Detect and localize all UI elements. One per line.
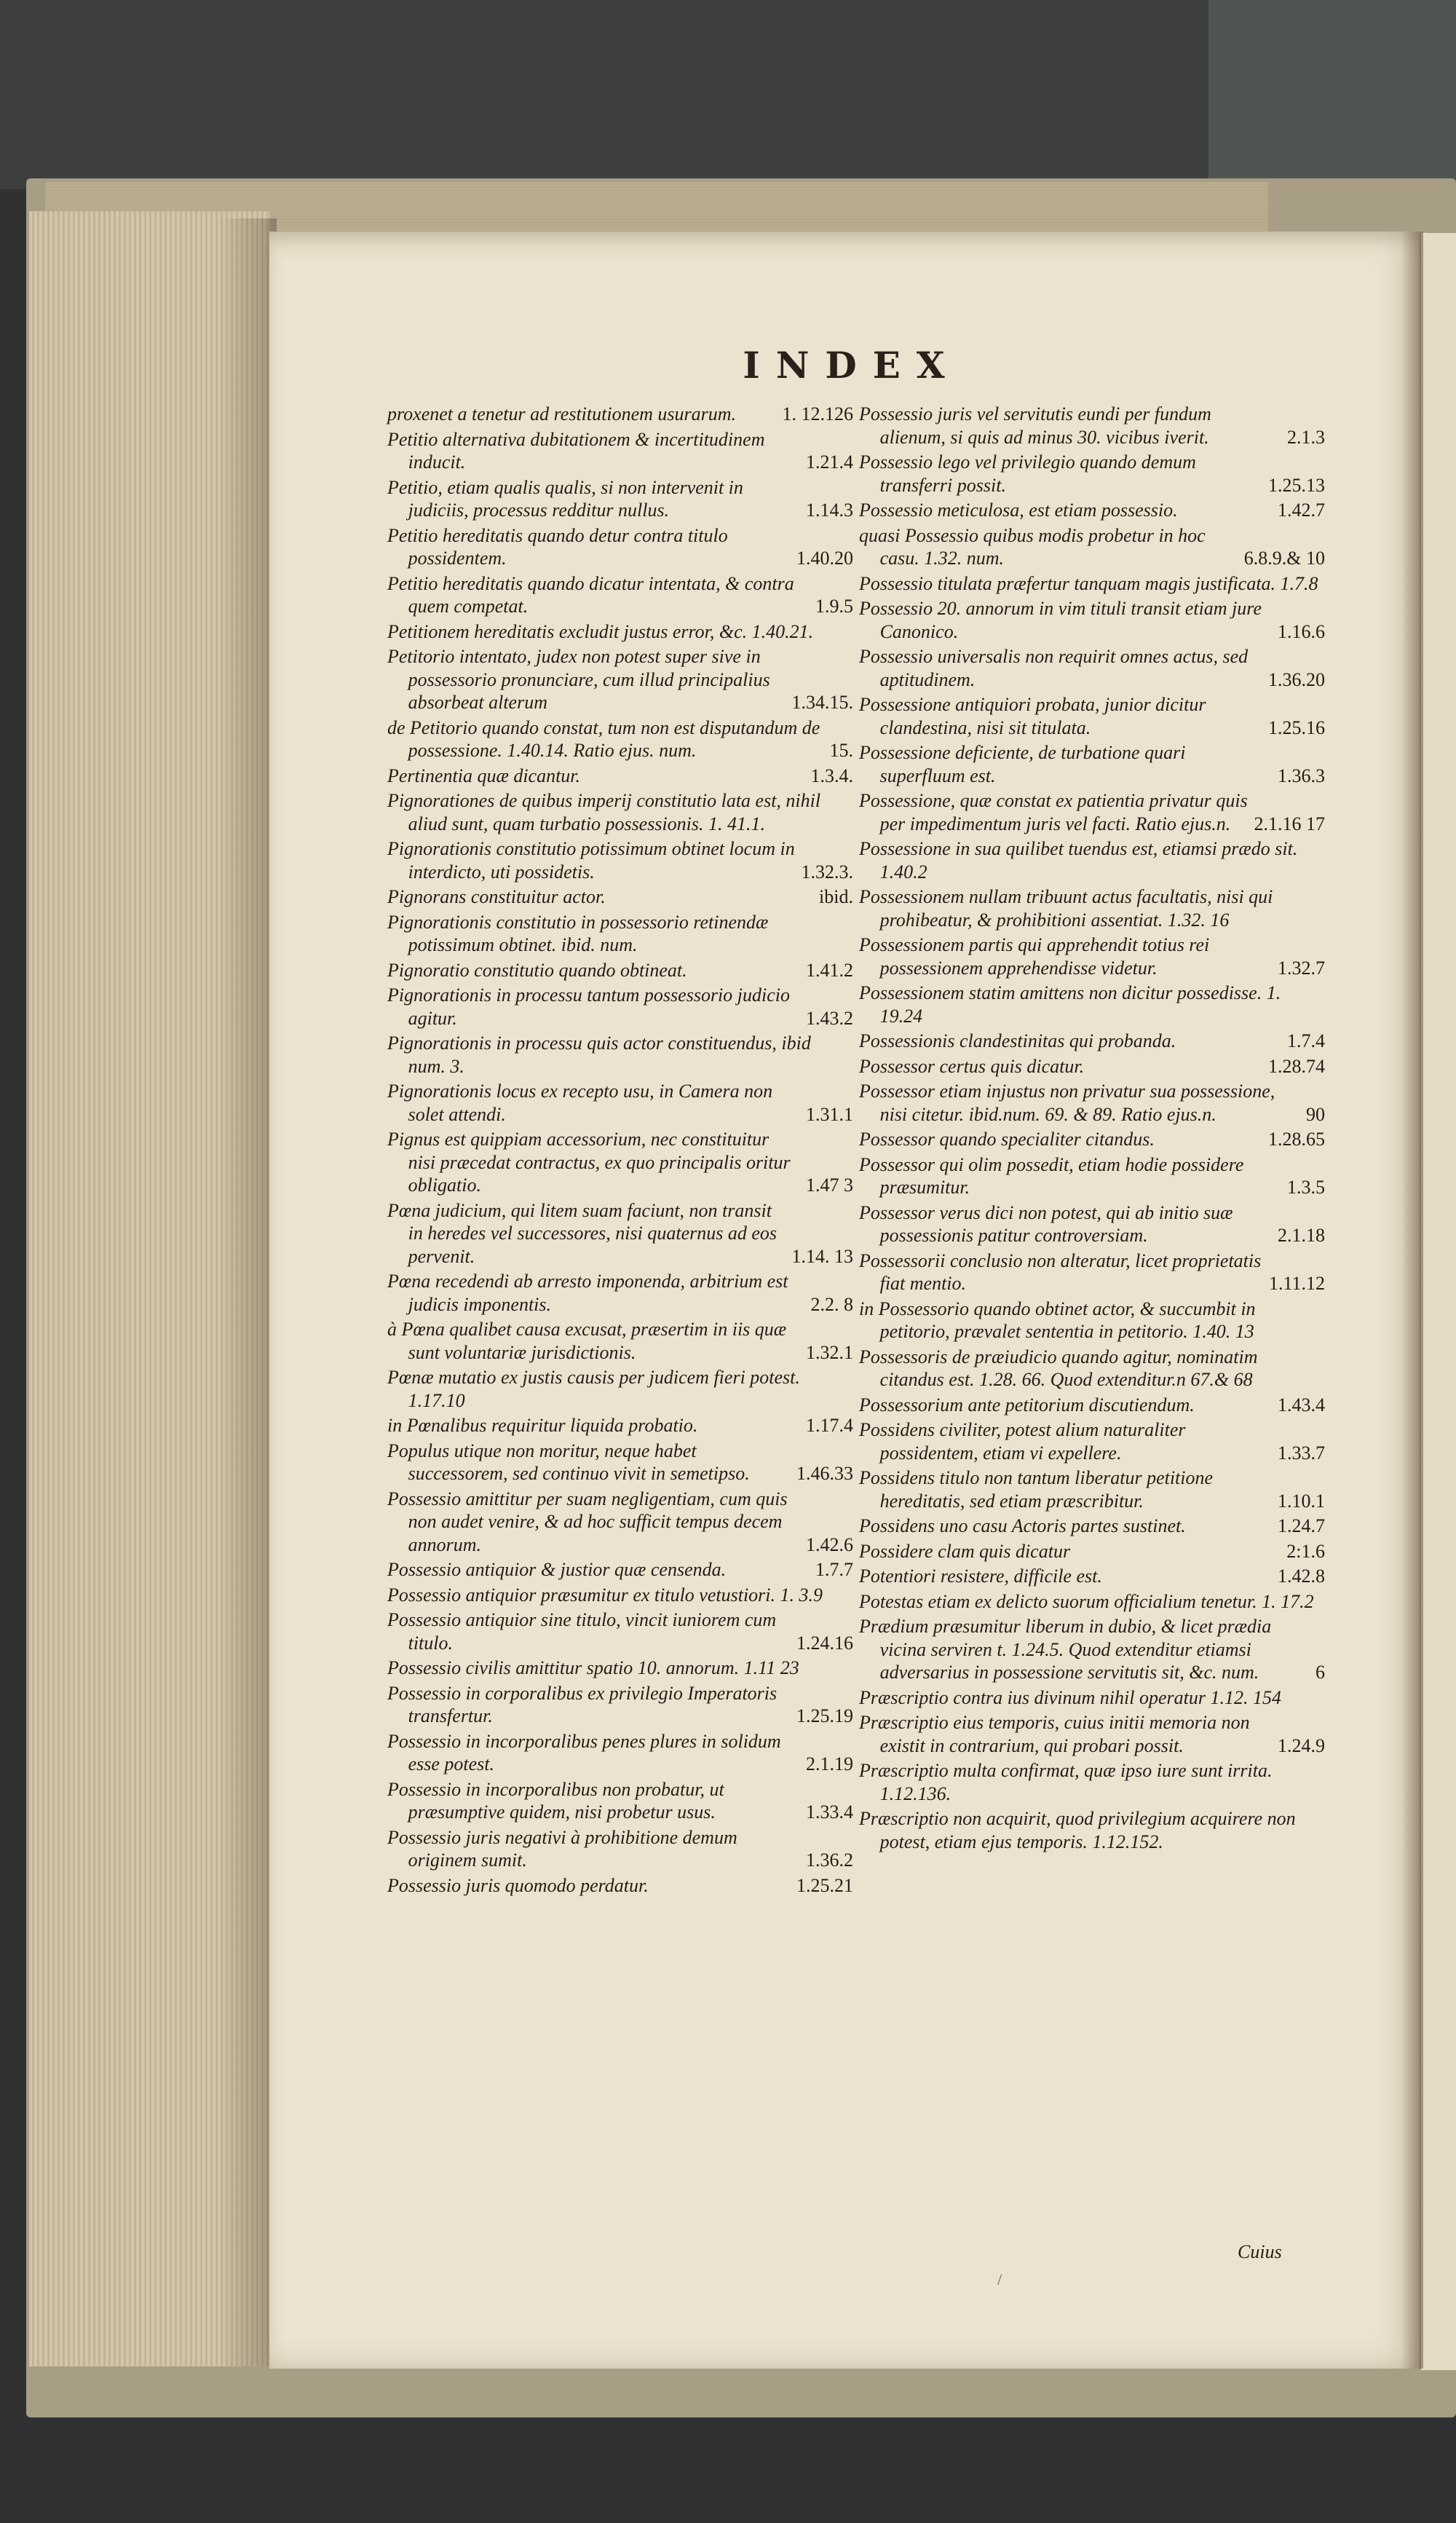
index-entry-reference: 1.36.3 bbox=[1278, 765, 1325, 786]
index-entry-text: Possessor quando specialiter citandus. bbox=[859, 1129, 1155, 1150]
index-entry bbox=[387, 984, 853, 1030]
index-entry-reference: 1.16.6 bbox=[1278, 620, 1325, 642]
index-entry bbox=[859, 693, 1325, 739]
index-entry-reference: 2.1.19 bbox=[806, 1753, 853, 1774]
index-entry bbox=[387, 1874, 853, 1898]
index-entry-text: de Petitorio quando constat, tum non est disputandum de possessione. 1.40.14. Ratio ejus. num. bbox=[387, 716, 820, 761]
index-entry-text: Pignorationis constitutio potissimum obtinet locum in interdicto, uti possidetis. bbox=[387, 838, 795, 883]
index-entry bbox=[859, 597, 1325, 643]
index-entry-reference: 1.33.4 bbox=[806, 1801, 853, 1823]
index-entry-text: Possidere clam quis dicatur bbox=[859, 1540, 1071, 1562]
index-entry bbox=[387, 1488, 853, 1557]
index-entry bbox=[859, 1030, 1325, 1053]
index-entry-text: in Possessorio quando obtinet actor, & succumbit in petitorio, prævalet sententia in petitorio. 1.40. 13 bbox=[859, 1298, 1256, 1342]
page-mark: / bbox=[997, 2270, 1002, 2289]
index-entry bbox=[859, 645, 1325, 691]
index-entry bbox=[859, 1080, 1325, 1126]
index-entry-reference: 1.7.7 bbox=[815, 1559, 853, 1580]
index-entry-text: Possessio titulata præfertur tanquam magis justificata. 1.7.8 bbox=[859, 572, 1318, 594]
index-entry-reference: 1.24.16 bbox=[796, 1632, 853, 1654]
index-entry-reference: 1.7.4 bbox=[1287, 1030, 1325, 1051]
index-entry bbox=[859, 1249, 1325, 1295]
index-entry-reference: 1.25.19 bbox=[796, 1705, 853, 1726]
index-entry bbox=[387, 1199, 853, 1268]
index-entry-reference: 1.46.33 bbox=[796, 1463, 853, 1484]
index-entry-text: Possessionem partis qui apprehendit totius rei possessionem apprehendisse videtur. bbox=[859, 934, 1210, 979]
index-entry bbox=[859, 789, 1325, 835]
index-entry-reference: 1.24.7 bbox=[1278, 1515, 1325, 1536]
index-entry-reference: 1.36.20 bbox=[1268, 668, 1325, 690]
index-entry bbox=[859, 1759, 1325, 1805]
index-entry bbox=[859, 1540, 1325, 1563]
index-entry bbox=[387, 1608, 853, 1654]
index-entry-text: quasi Possessio quibus modis probetur in hoc casu. 1.32. num. bbox=[859, 524, 1206, 569]
index-entry-text: Possidens uno casu Actoris partes sustinet. bbox=[859, 1515, 1186, 1536]
page-title: INDEX bbox=[743, 344, 961, 387]
index-entry-text: Possessio lego vel privilegio quando demum transferri possit. bbox=[859, 451, 1196, 496]
index-entry-text: Populus utique non moritur, neque habet successorem, sed continuo vivit in semetipso. bbox=[387, 1440, 750, 1484]
index-entry bbox=[859, 403, 1325, 449]
index-entry bbox=[387, 1778, 853, 1824]
index-entry bbox=[387, 1657, 853, 1680]
index-entry-reference: 1.34.15. bbox=[791, 692, 853, 713]
index-entry-reference: 15. bbox=[829, 740, 853, 761]
index-entry-reference: 1.3.5 bbox=[1287, 1177, 1325, 1198]
index-entry-text: Possessio in incorporalibus penes plures in solidum esse potest. bbox=[387, 1730, 781, 1774]
index-entry-text: Præscriptio non acquirit, quod privilegium acquirere non potest, etiam ejus temporis. 1.12.152. bbox=[859, 1808, 1296, 1852]
index-entry bbox=[387, 1080, 853, 1126]
index-entry-reference: 2.2. 8 bbox=[810, 1293, 853, 1315]
index-entry-text: Possessio 20. annorum in vim tituli transit etiam jure Canonico. bbox=[859, 598, 1262, 642]
index-entry-text: Possessio meticulosa, est etiam possessio. bbox=[859, 500, 1178, 521]
index-entry-text: Præscriptio contra ius divinum nihil operatur 1.12. 154 bbox=[859, 1686, 1281, 1708]
index-entry-text: proxenet a tenetur ad restitutionem usurarum. bbox=[387, 403, 737, 425]
index-entry bbox=[387, 403, 853, 426]
index-entry bbox=[859, 837, 1325, 883]
index-entry bbox=[387, 1318, 853, 1364]
index-entry-text: Pignorationis constitutio in possessorio retinendæ potissimum obtinet. ibid. num. bbox=[387, 911, 769, 955]
index-entry bbox=[387, 789, 853, 835]
index-entry bbox=[387, 476, 853, 522]
index-entry-reference: 1.32.3. bbox=[801, 861, 853, 883]
index-entry-text: Petitio, etiam qualis qualis, si non intervenit in judiciis, processus redditur nullus. bbox=[387, 476, 743, 521]
index-entry bbox=[387, 765, 853, 788]
index-entry bbox=[859, 572, 1325, 596]
index-entry bbox=[859, 1298, 1325, 1343]
index-entry-reference: 1. 12.126 bbox=[782, 403, 853, 425]
index-entry-text: Possessorii conclusio non alteratur, licet proprietatis fiat mentio. bbox=[859, 1249, 1262, 1294]
index-entry-text: Possessio in incorporalibus non probatur, ut præsumptive quidem, nisi probetur usus. bbox=[387, 1778, 724, 1823]
index-entry-text: Pignorationis locus ex recepto usu, in Camera non solet attendi. bbox=[387, 1081, 773, 1125]
page-gutter bbox=[1401, 232, 1423, 2369]
index-entry bbox=[859, 451, 1325, 497]
index-entry-text: Possessoris de præiudicio quando agitur, nominatim citandus est. 1.28. 66. Quod extenditur.n 67.& 68 bbox=[859, 1346, 1258, 1390]
index-entry-text: Petitorio intentato, judex non potest super sive in possessorio pronunciare, cum illud principalius absorbeat alterum bbox=[387, 646, 770, 713]
index-entry-text: Petitionem hereditatis excludit justus error, &c. 1.40.21. bbox=[387, 620, 814, 642]
index-entry-reference: 1.33.7 bbox=[1278, 1442, 1325, 1464]
index-entry-text: Pignorationis in processu tantum possessorio judicio agitur. bbox=[387, 984, 790, 1029]
index-entry-text: Pignoratio constitutio quando obtineat. bbox=[387, 959, 687, 981]
index-column-left bbox=[387, 403, 853, 1899]
index-entry bbox=[387, 885, 853, 909]
index-entry bbox=[387, 645, 853, 714]
index-entry bbox=[387, 1584, 853, 1607]
index-entry-reference: 1.42.8 bbox=[1278, 1565, 1325, 1587]
index-entry-reference: 1.43.2 bbox=[806, 1007, 853, 1029]
index-column-right bbox=[859, 403, 1325, 1855]
index-entry bbox=[387, 428, 853, 474]
index-entry-text: Pignorans constituitur actor. bbox=[387, 886, 606, 907]
index-entry-text: Petitio hereditatis quando detur contra titulo possidentem. bbox=[387, 524, 728, 569]
index-entry-reference: 1.14. 13 bbox=[791, 1245, 853, 1267]
index-entry-reference: 2.1.18 bbox=[1278, 1225, 1325, 1246]
index-entry bbox=[859, 1418, 1325, 1464]
index-entry-reference: 1.28.74 bbox=[1268, 1055, 1325, 1077]
index-entry-text: Possessionis clandestinitas qui probanda. bbox=[859, 1030, 1176, 1051]
index-entry-text: Possidens civiliter, potest alium naturaliter possidentem, etiam vi expellere. bbox=[859, 1419, 1186, 1464]
index-entry-reference: 1.3.4. bbox=[810, 765, 853, 786]
index-entry-text: Possessor verus dici non potest, qui ab initio suæ possessionis patitur controversiam. bbox=[859, 1201, 1233, 1246]
index-entry-reference: 90 bbox=[1306, 1103, 1325, 1125]
index-entry-reference: 1.42.6 bbox=[806, 1533, 853, 1555]
index-entry-text: Possessione antiquiori probata, junior dicitur clandestina, nisi sit titulata. bbox=[859, 694, 1206, 738]
index-entry-text: Pœna judicium, qui litem suam faciunt, non transit in heredes vel successores, nisi quaternus ad eos pervenit. bbox=[387, 1199, 778, 1267]
index-entry bbox=[859, 741, 1325, 787]
index-entry bbox=[387, 911, 853, 957]
index-entry-text: Præscriptio eius temporis, cuius initii memoria non existit in contrarium, qui probari possit. bbox=[859, 1712, 1250, 1756]
index-entry bbox=[387, 1440, 853, 1485]
index-entry bbox=[387, 1558, 853, 1582]
index-entry-text: Possessione in sua quilibet tuendus est, etiamsi prædo sit. 1.40.2 bbox=[859, 838, 1298, 883]
index-entry-text: Possessio in corporalibus ex privilegio Imperatoris transfertur. bbox=[387, 1682, 778, 1726]
index-entry bbox=[859, 1346, 1325, 1391]
index-entry-reference: 6.8.9.& 10 bbox=[1243, 548, 1325, 569]
index-entry-reference: 2:1.6 bbox=[1286, 1540, 1325, 1562]
index-entry bbox=[387, 716, 853, 762]
index-entry bbox=[859, 1515, 1325, 1538]
index-entry-reference: 1.24.9 bbox=[1278, 1734, 1325, 1756]
index-entry bbox=[387, 959, 853, 982]
index-entry bbox=[859, 885, 1325, 931]
index-entry-text: Possessio antiquior præsumitur ex titulo vetustiori. 1. 3.9 bbox=[387, 1584, 823, 1606]
index-entry-text: Pœna recedendi ab arresto imponenda, arbitrium est judicis imponentis. bbox=[387, 1271, 788, 1315]
index-entry-reference: 1.43.4 bbox=[1278, 1394, 1325, 1416]
index-entry-text: Possessio antiquior & justior quæ censenda. bbox=[387, 1559, 727, 1580]
fore-edge-shadow bbox=[218, 218, 277, 2366]
index-entry bbox=[859, 1466, 1325, 1512]
index-entry-reference: 1.17.4 bbox=[806, 1415, 853, 1436]
index-entry-reference: 1.25.16 bbox=[1268, 716, 1325, 738]
index-entry bbox=[859, 524, 1325, 570]
index-entry-reference: 1.31.1 bbox=[806, 1103, 853, 1125]
index-entry-reference: ibid. bbox=[819, 886, 853, 907]
index-entry bbox=[859, 499, 1325, 522]
index-entry-text: Possessio civilis amittitur spatio 10. annorum. 1.11 23 bbox=[387, 1657, 799, 1678]
index-entry-text: Possessio universalis non requirit omnes actus, sed aptitudinem. bbox=[859, 646, 1249, 690]
index-entry bbox=[859, 1055, 1325, 1078]
index-entry bbox=[387, 1366, 853, 1412]
index-entry-text: Prædium præsumitur liberum in dubio, & licet prædia vicina serviren t. 1.24.5. Quod extenditur etiamsi adversarius in possessione servitutis sit, &c. num. bbox=[859, 1616, 1272, 1683]
index-entry-text: Petitio alternativa dubitationem & incertitudinem inducit. bbox=[387, 428, 765, 473]
index-entry-reference: 1.28.65 bbox=[1268, 1129, 1325, 1150]
index-entry-text: Possessorium ante petitorium discutiendum. bbox=[859, 1394, 1195, 1416]
index-entry bbox=[859, 982, 1325, 1027]
index-entry-text: Pœnæ mutatio ex justis causis per judicem fieri potest. 1.17.10 bbox=[387, 1367, 800, 1411]
index-entry bbox=[387, 1730, 853, 1776]
index-entry bbox=[859, 1128, 1325, 1151]
catchword: Cuius bbox=[1238, 2241, 1282, 2262]
index-entry-text: Possessio amittitur per suam negligentiam, cum quis non audet venire, & ad hoc sufficit tempus decem annorum. bbox=[387, 1488, 788, 1555]
index-entry-text: Possessio juris vel servitutis eundi per fundum alienum, si quis ad minus 30. vicibus iverit. bbox=[859, 403, 1211, 448]
index-entry bbox=[859, 1615, 1325, 1684]
index-entry-text: Possessio antiquior sine titulo, vincit iuniorem cum titulo. bbox=[387, 1609, 777, 1654]
index-entry-text: Possessionem nullam tribuunt actus facultatis, nisi qui prohibeatur, & prohibitioni assentiat. 1.32. 16 bbox=[859, 886, 1273, 931]
index-entry-text: Potestas etiam ex delicto suorum officialium tenetur. 1. 17.2 bbox=[859, 1590, 1314, 1612]
index-entry-text: Possessor etiam injustus non privatur sua possessione, nisi citetur. ibid.num. 69. & 89. Ratio ejus.n. bbox=[859, 1081, 1275, 1125]
index-entry-text: Possessor qui olim possedit, etiam hodie possidere præsumitur. bbox=[859, 1153, 1244, 1198]
index-entry-reference: 1.21.4 bbox=[806, 451, 853, 473]
index-entry bbox=[387, 1128, 853, 1197]
index-entry-text: Possessio juris negativi à prohibitione demum originem sumit. bbox=[387, 1826, 737, 1871]
index-entry-text: Pertinentia quæ dicantur. bbox=[387, 765, 581, 786]
index-entry-reference: 1.40.20 bbox=[796, 548, 853, 569]
index-entry bbox=[859, 1565, 1325, 1588]
index-entry-reference: 1.9.5 bbox=[815, 596, 853, 617]
index-entry bbox=[387, 1826, 853, 1872]
index-entry bbox=[387, 1032, 853, 1078]
index-entry bbox=[387, 1270, 853, 1316]
index-entry bbox=[859, 1394, 1325, 1417]
index-entry-reference: 1.25.21 bbox=[796, 1874, 853, 1896]
index-entry bbox=[387, 1414, 853, 1437]
index-entry-text: Possessionem statim amittens non dicitur possedisse. 1. 19.24 bbox=[859, 982, 1281, 1027]
index-entry bbox=[859, 1153, 1325, 1199]
index-entry-reference: 1.42.7 bbox=[1278, 500, 1325, 521]
index-entry-text: Possessor certus quis dicatur. bbox=[859, 1055, 1085, 1077]
index-entry-reference: 1.25.13 bbox=[1268, 474, 1325, 496]
index-entry bbox=[387, 1682, 853, 1728]
index-entry-reference: 2.1.16 17 bbox=[1254, 813, 1325, 834]
facing-page-edge bbox=[1420, 233, 1456, 2370]
index-entry bbox=[387, 524, 853, 570]
index-entry-reference: 1.47 3 bbox=[806, 1174, 853, 1196]
index-entry-text: Possessione, quæ constat ex patientia privatur quis per impedimentum juris vel facti. Ratio ejus.n. bbox=[859, 790, 1248, 834]
index-entry bbox=[859, 1590, 1325, 1614]
index-entry-reference: 6 bbox=[1315, 1662, 1325, 1683]
index-entry bbox=[387, 837, 853, 883]
cloth-backdrop bbox=[1208, 0, 1456, 189]
index-entry-text: Pignorationis in processu quis actor constituendus, ibid num. 3. bbox=[387, 1033, 811, 1077]
index-entry bbox=[859, 1711, 1325, 1757]
index-entry bbox=[859, 1201, 1325, 1247]
index-entry-reference: 1.36.2 bbox=[806, 1849, 853, 1871]
index-entry-reference: 1.32.7 bbox=[1278, 957, 1325, 979]
index-entry-text: in Pœnalibus requiritur liquida probatio. bbox=[387, 1415, 698, 1436]
index-entry-text: Petitio hereditatis quando dicatur intentata, & contra quem competat. bbox=[387, 572, 794, 617]
index-entry bbox=[859, 1807, 1325, 1853]
index-entry-reference: 2.1.3 bbox=[1287, 426, 1325, 448]
index-entry-reference: 1.14.3 bbox=[806, 500, 853, 521]
index-entry-reference: 1.41.2 bbox=[806, 959, 853, 981]
index-entry bbox=[387, 572, 853, 618]
index-entry-reference: 1.32.1 bbox=[806, 1341, 853, 1363]
index-entry-text: Potentiori resistere, difficile est. bbox=[859, 1565, 1102, 1587]
index-entry-reference: 1.10.1 bbox=[1278, 1490, 1325, 1512]
index-entry-reference: 1.11.12 bbox=[1268, 1273, 1325, 1294]
index-entry-text: Possessio juris quomodo perdatur. bbox=[387, 1874, 649, 1896]
index-entry-text: Præscriptio multa confirmat, quæ ipso iure sunt irrita. 1.12.136. bbox=[859, 1760, 1273, 1804]
index-entry-text: à Pœna qualibet causa excusat, præsertim in iis quæ sunt voluntariæ jurisdictionis. bbox=[387, 1319, 787, 1363]
index-entry bbox=[387, 620, 853, 644]
index-entry bbox=[859, 933, 1325, 979]
index-entry-text: Possessione deficiente, de turbatione quari superfluum est. bbox=[859, 742, 1186, 786]
index-entry-text: Possidens titulo non tantum liberatur petitione hereditatis, sed etiam præscribitur. bbox=[859, 1467, 1214, 1512]
index-entry bbox=[859, 1686, 1325, 1710]
index-entry-text: Pignorationes de quibus imperij constitutio lata est, nihil aliud sunt, quam turbatio possessionis. 1. 41.1. bbox=[387, 790, 821, 834]
index-entry-text: Pignus est quippiam accessorium, nec constituitur nisi præcedat contractus, ex quo principalis oritur obligatio. bbox=[387, 1129, 791, 1196]
